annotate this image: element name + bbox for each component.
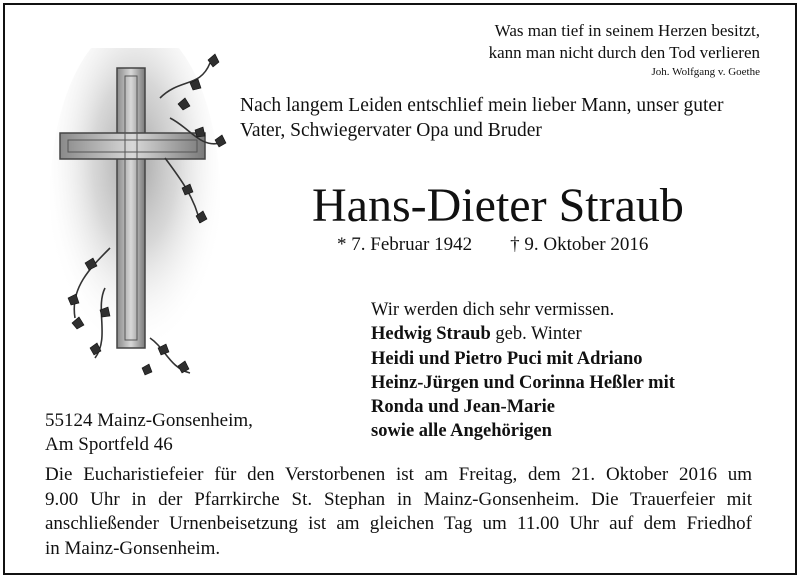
quote-author: Joh. Wolfgang v. Goethe xyxy=(651,66,760,78)
address-line-2: Am Sportfeld 46 xyxy=(45,434,173,455)
widow-line xyxy=(371,322,675,346)
service-line: Die Eucharistiefeier für den Verstorbenen ist am Freitag, dem 21. Oktober 2016 um xyxy=(45,464,752,485)
service-line: anschließender Urnenbeisetzung ist am gleichen Tag um 11.00 Uhr auf dem Friedhof xyxy=(45,513,752,534)
deceased-name: Hans-Dieter Straub xyxy=(312,179,684,232)
intro-text xyxy=(240,93,780,143)
service-line: 9.00 Uhr in der Pfarrkirche St. Stephan in Mainz-Gonsenheim. Die Trauerfeier mit xyxy=(45,488,752,510)
mourner-line: Heidi und Pietro Puci mit Adriano xyxy=(371,348,643,369)
quote-line-1: Was man tief in seinem Herzen besitzt, xyxy=(494,21,760,40)
family-address xyxy=(45,409,253,457)
birth-date: * 7. Februar 1942 xyxy=(337,234,473,255)
widow-name: Hedwig Straub xyxy=(371,324,491,345)
life-dates xyxy=(337,233,648,257)
mourners-intro: Wir werden dich sehr vermissen. xyxy=(371,300,615,320)
goethe-quote xyxy=(489,20,760,80)
address-line-1: 55124 Mainz-Gonsenheim, xyxy=(45,410,253,431)
widow-note: geb. Winter xyxy=(490,324,582,345)
mourner-line: sowie alle Angehörigen xyxy=(371,421,552,442)
intro-line-2: Vater, Schwiegervater Opa und Bruder xyxy=(240,120,542,141)
cross-with-ivy-icon xyxy=(50,48,240,398)
quote-line-2: kann man nicht durch den Tod verlieren xyxy=(488,43,760,62)
death-date: † 9. Oktober 2016 xyxy=(510,234,649,255)
service-line: in Mainz-Gonsenheim. xyxy=(45,537,221,559)
mourner-line: Heinz-Jürgen und Corinna Heßler mit xyxy=(371,372,675,393)
service-announcement xyxy=(45,463,752,561)
intro-line-1: Nach langem Leiden entschlief mein lieber Mann, unser guter xyxy=(240,95,724,116)
mourner-line: Ronda und Jean-Marie xyxy=(371,397,555,418)
mourners-block xyxy=(371,298,675,444)
